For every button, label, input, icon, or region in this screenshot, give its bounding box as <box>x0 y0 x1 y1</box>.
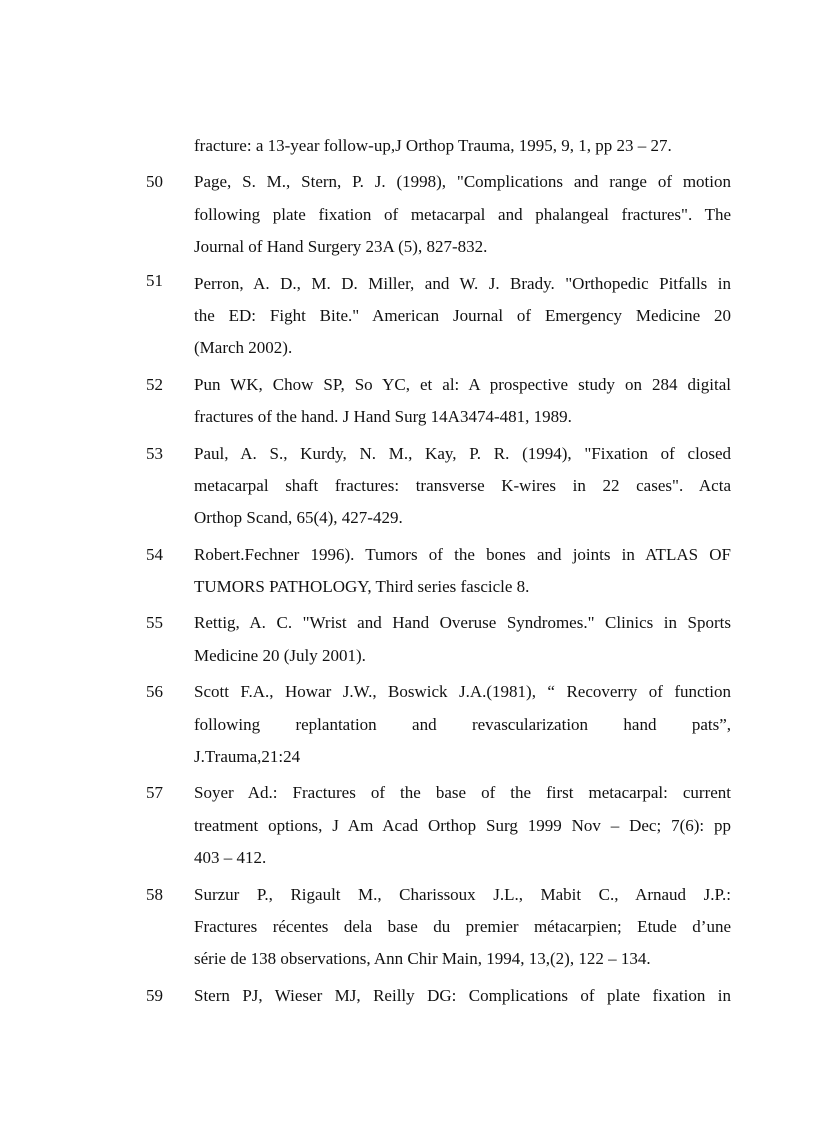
reference-line: Orthop Scand, 65(4), 427-429. <box>194 508 403 528</box>
reference-50 <box>146 166 731 263</box>
reference-line: Page, S. M., Stern, P. J. (1998), "Complications and range of motion <box>194 172 731 192</box>
reference-line: fractures of the hand. J Hand Surg 14A3474-481, 1989. <box>194 407 572 427</box>
reference-58 <box>146 879 731 976</box>
reference-line: Scott F.A., Howar J.W., Boswick J.A.(1981), “ Recoverry of function <box>194 682 731 702</box>
reference-59 <box>146 980 731 1012</box>
reference-line: J.Trauma,21:24 <box>194 747 301 767</box>
reference-51 <box>146 268 731 365</box>
reference-line: 403 – 412. <box>194 848 267 868</box>
reference-number: 57 <box>146 783 163 803</box>
reference-57 <box>146 777 731 874</box>
reference-line: Robert.Fechner 1996). Tumors of the bones and joints in ATLAS OF <box>194 544 731 564</box>
reference-55 <box>146 607 731 672</box>
reference-number: 54 <box>146 544 163 564</box>
reference-line: Soyer Ad.: Fractures of the base of the first metacarpal: current <box>194 783 731 803</box>
reference-line: Medicine 20 (July 2001). <box>194 645 366 665</box>
reference-line: série de 138 observations, Ann Chir Main, 1994, 13,(2), 122 – 134. <box>194 949 651 969</box>
reference-line: following replantation and revascularization hand pats”, <box>194 714 731 734</box>
reference-line: Journal of Hand Surgery 23A (5), 827-832. <box>194 237 488 257</box>
reference-continuation <box>146 130 731 162</box>
reference-number: 58 <box>146 884 163 904</box>
reference-56 <box>146 676 731 773</box>
reference-line: Rettig, A. C. "Wrist and Hand Overuse Syndromes." Clinics in Sports <box>194 613 731 633</box>
reference-52 <box>146 369 731 434</box>
reference-line: TUMORS PATHOLOGY, Third series fascicle 8. <box>194 577 530 597</box>
reference-number: 52 <box>146 374 163 394</box>
reference-list <box>146 130 731 1012</box>
reference-line: treatment options, J Am Acad Orthop Surg 1999 Nov – Dec; 7(6): pp <box>194 815 731 835</box>
reference-number: 55 <box>146 613 163 633</box>
reference-number: 50 <box>146 172 163 192</box>
reference-line: following plate fixation of metacarpal and phalangeal fractures". The <box>194 204 731 224</box>
reference-number: 51 <box>146 270 163 290</box>
reference-53 <box>146 438 731 535</box>
reference-number: 53 <box>146 443 163 463</box>
reference-line: Paul, A. S., Kurdy, N. M., Kay, P. R. (1994), "Fixation of closed <box>194 443 731 463</box>
reference-line: metacarpal shaft fractures: transverse K-wires in 22 cases". Acta <box>194 475 731 495</box>
reference-line: fracture: a 13-year follow-up,J Orthop Trauma, 1995, 9, 1, pp 23 – 27. <box>194 136 672 155</box>
reference-line: Perron, A. D., M. D. Miller, and W. J. Brady. "Orthopedic Pitfalls in <box>194 273 731 293</box>
reference-line: Surzur P., Rigault M., Charissoux J.L., Mabit C., Arnaud J.P.: <box>194 884 731 904</box>
reference-line: the ED: Fight Bite." American Journal of Emergency Medicine 20 <box>194 305 731 325</box>
reference-line: Stern PJ, Wieser MJ, Reilly DG: Complications of plate fixation in <box>194 985 731 1005</box>
reference-number: 56 <box>146 682 163 702</box>
reference-number: 59 <box>146 985 163 1005</box>
reference-line: Pun WK, Chow SP, So YC, et al: A prospective study on 284 digital <box>194 374 731 394</box>
reference-54 <box>146 539 731 604</box>
reference-line: Fractures récentes dela base du premier métacarpien; Etude d’une <box>194 916 731 936</box>
reference-line: (March 2002). <box>194 338 293 358</box>
